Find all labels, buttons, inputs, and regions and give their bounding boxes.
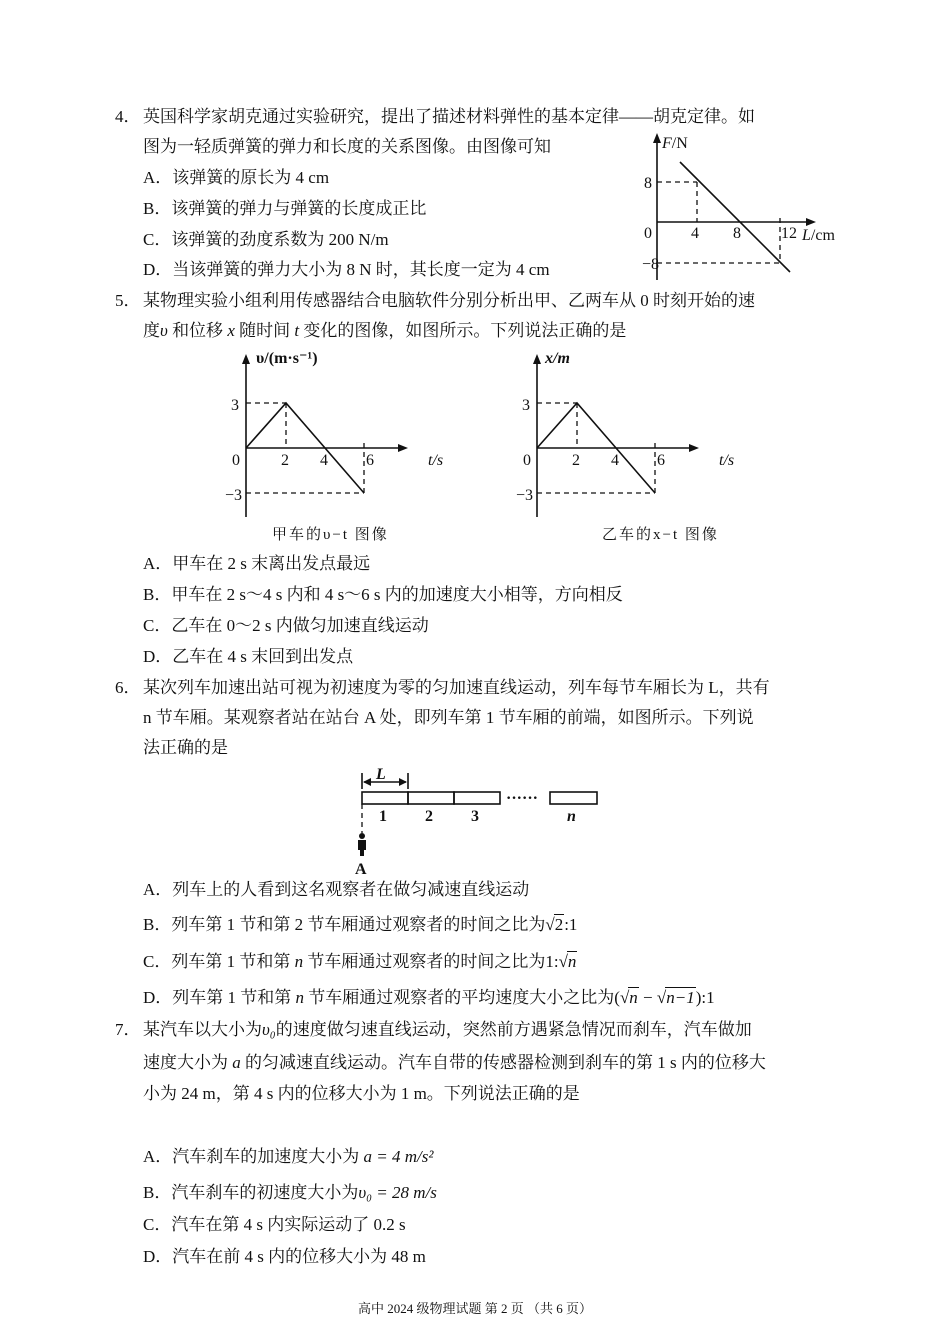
q6-option-a: A．列车上的人看到这名观察者在做匀减速直线运动 xyxy=(143,880,530,899)
graph-yi-xt xyxy=(501,345,741,525)
sqrt-arg: n xyxy=(567,952,577,971)
q7-option-c: C．汽车在第 4 s 内实际运动了 0.2 s xyxy=(143,1215,406,1234)
q4-number: 4． xyxy=(115,107,141,126)
q5-stem-line2 xyxy=(143,320,626,342)
page-footer: 高中 2024 级物理试题 第 2 页 （共 6 页） xyxy=(357,1301,592,1316)
q5-number: 5． xyxy=(115,291,141,310)
text: 某汽车以大小为 xyxy=(143,1020,262,1039)
yi-ylabel: x/m xyxy=(545,350,570,367)
hooke-x-unit: /cm xyxy=(810,227,835,244)
q6-stem-line3: 法正确的是 xyxy=(143,738,228,757)
text: B．汽车刹车的初速度大小为 xyxy=(143,1183,359,1202)
yi-tick-neg3: −3 xyxy=(516,487,534,504)
q4-option-d: D．当该弹簧的弹力大小为 8 N 时，其长度一定为 4 cm xyxy=(143,260,550,279)
hooke-tick-4: 4 xyxy=(691,225,699,242)
text: 节车厢通过观察者的平均速度大小之比为 xyxy=(304,988,615,1007)
jia-ylabel: υ/(m·s⁻¹) xyxy=(256,350,318,367)
text: 度 xyxy=(143,321,160,340)
text: ( xyxy=(614,988,620,1007)
jia-caption: 甲车的υ−t 图像 xyxy=(272,527,389,543)
text: 节车厢通过观察者的时间之比为 xyxy=(303,952,546,971)
q4-option-a: A．该弹簧的原长为 4 cm xyxy=(143,168,330,187)
q7-stem-line1 xyxy=(143,1019,752,1041)
q6-option-c: C．列车第 1 节和第 n 节车厢通过观察者的时间之比为1:√n xyxy=(143,952,577,971)
hooke-tick-12: 12 xyxy=(781,225,797,242)
math: a = 4 m/s² xyxy=(363,1147,434,1166)
jia-tick-neg3: −3 xyxy=(225,487,243,504)
q6-stem-line2: n 节车厢。某观察者站在站台 A 处，即列车第 1 节车厢的前端，如图所示。下列说 xyxy=(143,708,754,727)
var-a: a xyxy=(232,1053,241,1072)
text: B．列车第 1 节和第 2 节车厢通过观察者的时间之比为 xyxy=(143,915,546,934)
jia-tick-2: 2 xyxy=(281,452,289,469)
car-n-label: n xyxy=(567,808,576,825)
yi-tick-0: 0 xyxy=(523,452,531,469)
hooke-tick-y8: 8 xyxy=(644,175,652,192)
hooke-tick-0: 0 xyxy=(644,225,652,242)
text: 变化的图像，如图所示。下列说法正确的是 xyxy=(299,321,627,340)
car-length-label: L xyxy=(376,766,386,783)
text: 速度大小为 xyxy=(143,1053,233,1072)
var-t: t xyxy=(294,321,300,340)
station-a-label: A xyxy=(355,861,367,878)
q5-option-a: A．甲车在 2 s 末离出发点最远 xyxy=(143,554,371,573)
yi-tick-3: 3 xyxy=(522,397,530,414)
q4-option-b: B．该弹簧的弹力与弹簧的长度成正比 xyxy=(143,199,427,218)
sqrt-arg: n xyxy=(629,988,638,1007)
svg-text:F/N xyxy=(661,135,688,152)
text: 随时间 xyxy=(234,321,295,340)
text: C．列车第 1 节和第 xyxy=(143,952,295,971)
text: − xyxy=(638,988,657,1007)
car-dots: ······ xyxy=(506,790,539,807)
q5-option-b: B．甲车在 2 s～4 s 内和 4 s～6 s 内的加速度大小相等，方向相反 xyxy=(143,585,623,604)
text: 的速度做匀速直线运动，突然前方遇紧急情况而刹车，汽车做加 xyxy=(275,1020,752,1039)
hooke-y-unit: /N xyxy=(671,135,688,152)
graph-jia-vt xyxy=(210,345,450,525)
svg-text:L/cm xyxy=(801,227,835,244)
q7-stem-line3: 小为 24 m，第 4 s 内的位移大小为 1 m。下列说法正确的是 xyxy=(143,1084,580,1103)
yi-tick-6: 6 xyxy=(657,452,665,469)
yi-caption: 乙车的x−t 图像 xyxy=(602,527,719,543)
text: A．汽车刹车的加速度大小为 xyxy=(143,1147,364,1166)
hooke-graph xyxy=(620,130,850,285)
q4-stem-line1: 英国科学家胡克通过实验研究，提出了描述材料弹性的基本定律——胡克定律。如 xyxy=(143,107,755,126)
q5-stem-line1: 某物理实验小组利用传感器结合电脑软件分别分析出甲、乙两车从 0 时刻开始的速 xyxy=(143,291,755,310)
q7-stem-line2 xyxy=(143,1052,766,1074)
car-3-label: 3 xyxy=(471,808,479,825)
car-1-label: 1 xyxy=(379,808,387,825)
q6-option-d: D．列车第 1 节和第 n 节车厢通过观察者的平均速度大小之比为(√n − √n−1):1 xyxy=(143,988,715,1007)
hooke-tick-8: 8 xyxy=(733,225,741,242)
q7-option-a xyxy=(143,1146,433,1168)
q5-option-c: C．乙车在 0～2 s 内做匀加速直线运动 xyxy=(143,616,429,635)
text: 的匀减速直线运动。汽车自带的传感器检测到刹车的第 1 s 内的位移大 xyxy=(240,1053,766,1072)
var-v: υ xyxy=(160,321,168,340)
jia-tick-6: 6 xyxy=(366,452,374,469)
q7-option-b xyxy=(143,1182,437,1204)
var-n: n xyxy=(294,952,304,971)
text: D．列车第 1 节和第 xyxy=(143,988,296,1007)
jia-xlabel: t/s xyxy=(428,452,444,469)
q4-option-c: C．该弹簧的劲度系数为 200 N/m xyxy=(143,230,389,249)
yi-tick-2: 2 xyxy=(572,452,580,469)
math: υ₀ = 28 m/s xyxy=(358,1183,437,1202)
q5-option-d: D．乙车在 4 s 末回到出发点 xyxy=(143,647,354,666)
train-figure xyxy=(340,765,610,880)
hooke-x-var: L xyxy=(802,227,811,244)
var-n: n xyxy=(295,988,305,1007)
text: 1: xyxy=(545,952,559,971)
jia-tick-4: 4 xyxy=(320,452,328,469)
text: 和位移 xyxy=(167,321,228,340)
q6-stem-line1: 某次列车加速出站可视为初速度为零的匀加速直线运动，列车每节车厢长为 L，共有 xyxy=(143,678,770,697)
hooke-tick-y-8: −8 xyxy=(642,256,660,273)
text: :1 xyxy=(564,915,578,934)
q6-option-b: B．列车第 1 节和第 2 节车厢通过观察者的时间之比为√2:1 xyxy=(143,915,578,934)
sqrt-arg: n−1 xyxy=(666,988,695,1007)
car-2-label: 2 xyxy=(425,808,433,825)
q4-stem-line2: 图为一轻质弹簧的弹力和长度的关系图像。由图像可知 xyxy=(143,137,551,156)
q7-option-d: D．汽车在前 4 s 内的位移大小为 48 m xyxy=(143,1247,426,1266)
jia-tick-3: 3 xyxy=(231,397,239,414)
sqrt-arg: 2 xyxy=(554,915,564,934)
var-x: x xyxy=(227,321,235,340)
yi-tick-4: 4 xyxy=(611,452,619,469)
yi-xlabel: t/s xyxy=(719,452,735,469)
var-v0: υ₀ xyxy=(262,1020,276,1039)
text: ):1 xyxy=(695,988,715,1007)
q7-number: 7． xyxy=(115,1020,141,1039)
hooke-y-var: F xyxy=(662,135,672,152)
q6-number: 6． xyxy=(115,678,141,697)
jia-tick-0: 0 xyxy=(232,452,240,469)
